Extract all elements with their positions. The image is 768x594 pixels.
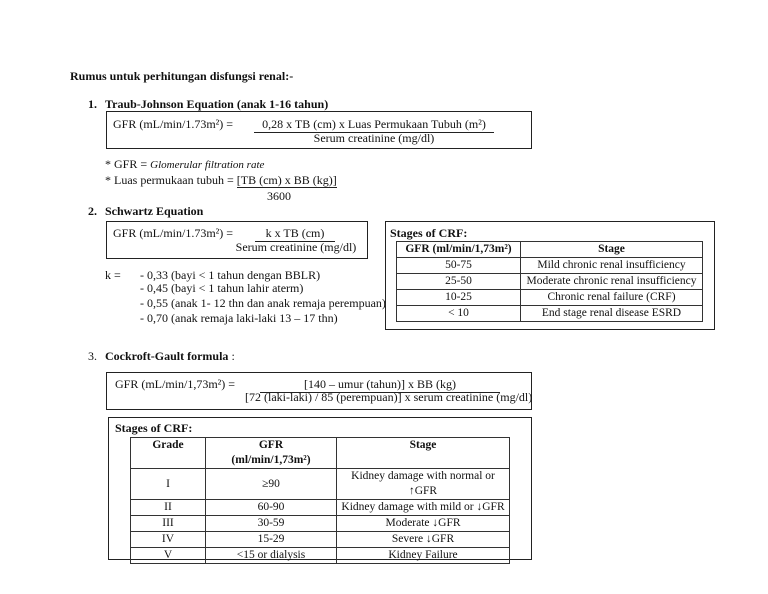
crf-table-2-grade: V (131, 548, 206, 564)
crf-table-2-stage: Moderate ↓GFR (337, 516, 510, 532)
crf-table-2-gfr: <15 or dialysis (206, 548, 337, 564)
section-2-number: 2. (88, 204, 97, 218)
crf-table-1-header-gfr: GFR (ml/min/1,73m²) (397, 242, 521, 258)
crf-table-2-stage: Kidney damage with normal or ↑GFR (337, 469, 510, 500)
traub-johnson-formula-box (106, 111, 532, 149)
crf-table-2-gfr: 60-90 (206, 500, 337, 516)
crf-table-2-stage: Severe ↓GFR (337, 532, 510, 548)
crf-table-1-gfr: 25-50 (397, 274, 521, 290)
k-value-2: - 0,45 (bayi < 1 tahun lahir aterm) (140, 281, 304, 295)
section-1-number: 1. (88, 97, 97, 111)
section-3-number: 3. (88, 349, 97, 363)
crf-table-1-stage: Chronic renal failure (CRF) (521, 290, 703, 306)
note-bsa-numerator: [TB (cm) x BB (kg)] (236, 173, 337, 187)
k-value-3: - 0,55 (anak 1- 12 thn dan anak remaja perempuan) (140, 296, 386, 310)
note-gfr (105, 157, 264, 172)
formula-3-numerator: [140 – umur (tahun)] x BB (kg) (260, 377, 500, 393)
formula-1-denominator: Serum creatinine (mg/dl) (313, 131, 435, 145)
formula-2-lhs: GFR (mL/min/1.73m²) = (113, 226, 234, 240)
section-3-heading-suffix: : (228, 349, 235, 363)
crf-table-2-grade: III (131, 516, 206, 532)
crf-stages-box-1 (385, 221, 715, 330)
crf-table-2-gfr: 30-59 (206, 516, 337, 532)
crf-table-1-stage: Mild chronic renal insufficiency (521, 258, 703, 274)
table-row (397, 258, 703, 274)
crf-table-2-gfr: ≥90 (206, 469, 337, 500)
section-3-heading: Cockroft-Gault formula (105, 349, 229, 363)
formula-1-numerator: 0,28 x TB (cm) x Luas Permukaan Tubuh (m²) (254, 117, 494, 133)
crf-table-1-stage: Moderate chronic renal insufficiency (521, 274, 703, 290)
section-2-heading: Schwartz Equation (105, 204, 204, 218)
section-3-heading-line (105, 349, 235, 364)
formula-2-numerator: k x TB (cm) (255, 226, 335, 242)
table-row (397, 290, 703, 306)
document-title: Rumus untuk perhitungan disfungsi renal:- (70, 69, 294, 83)
crf-table-1-header-stage: Stage (521, 242, 703, 258)
crf-table-2-header-gfr: GFR (ml/min/1,73m²) (206, 438, 337, 469)
table-row (131, 532, 510, 548)
crf-table-2 (130, 437, 510, 564)
crf-table-1-title: Stages of CRF: (390, 226, 468, 240)
formula-2-denominator: Serum creatinine (mg/dl) (235, 240, 357, 254)
crf-table-2-title: Stages of CRF: (115, 421, 193, 435)
table-row (397, 306, 703, 322)
crf-table-1 (396, 241, 703, 322)
note-bsa-prefix: * Luas permukaan tubuh = (105, 173, 237, 187)
k-value-1: - 0,33 (bayi < 1 tahun dengan BBLR) (140, 268, 321, 282)
crf-table-2-grade: IV (131, 532, 206, 548)
formula-3-lhs: GFR (mL/min/1,73m²) = (115, 377, 236, 391)
table-row (131, 516, 510, 532)
k-label: k = (105, 268, 121, 282)
crf-table-2-header-stage: Stage (337, 438, 510, 469)
section-1-heading: Traub-Johnson Equation (anak 1-16 tahun) (105, 97, 329, 111)
crf-table-2-grade: I (131, 469, 206, 500)
crf-table-1-gfr: 10-25 (397, 290, 521, 306)
note-gfr-definition: Glomerular filtration rate (150, 159, 265, 171)
note-gfr-prefix: * GFR = (105, 157, 151, 171)
crf-table-2-header-grade: Grade (131, 438, 206, 469)
crf-table-1-gfr: 50-75 (397, 258, 521, 274)
k-value-4: - 0,70 (anak remaja laki-laki 13 – 17 thn) (140, 311, 338, 325)
crf-table-2-stage: Kidney Failure (337, 548, 510, 564)
note-bsa-denominator: 3600 (267, 189, 291, 203)
crf-stages-box-2 (108, 417, 532, 560)
crf-table-1-stage: End stage renal disease ESRD (521, 306, 703, 322)
crf-table-2-gfr: 15-29 (206, 532, 337, 548)
formula-3-denominator: [72 (laki-laki) / 85 (perempuan)] x serum creatinine (mg/dl) (245, 390, 533, 404)
formula-1-lhs: GFR (mL/min/1.73m²) = (113, 117, 234, 131)
table-row (131, 469, 510, 500)
table-row (397, 274, 703, 290)
note-bsa (105, 173, 337, 188)
cockroft-gault-formula-box (106, 372, 532, 410)
table-row (131, 500, 510, 516)
crf-table-2-stage: Kidney damage with mild or ↓GFR (337, 500, 510, 516)
crf-table-1-gfr: < 10 (397, 306, 521, 322)
crf-table-2-grade: II (131, 500, 206, 516)
schwartz-formula-box (106, 221, 368, 259)
table-row (131, 548, 510, 564)
